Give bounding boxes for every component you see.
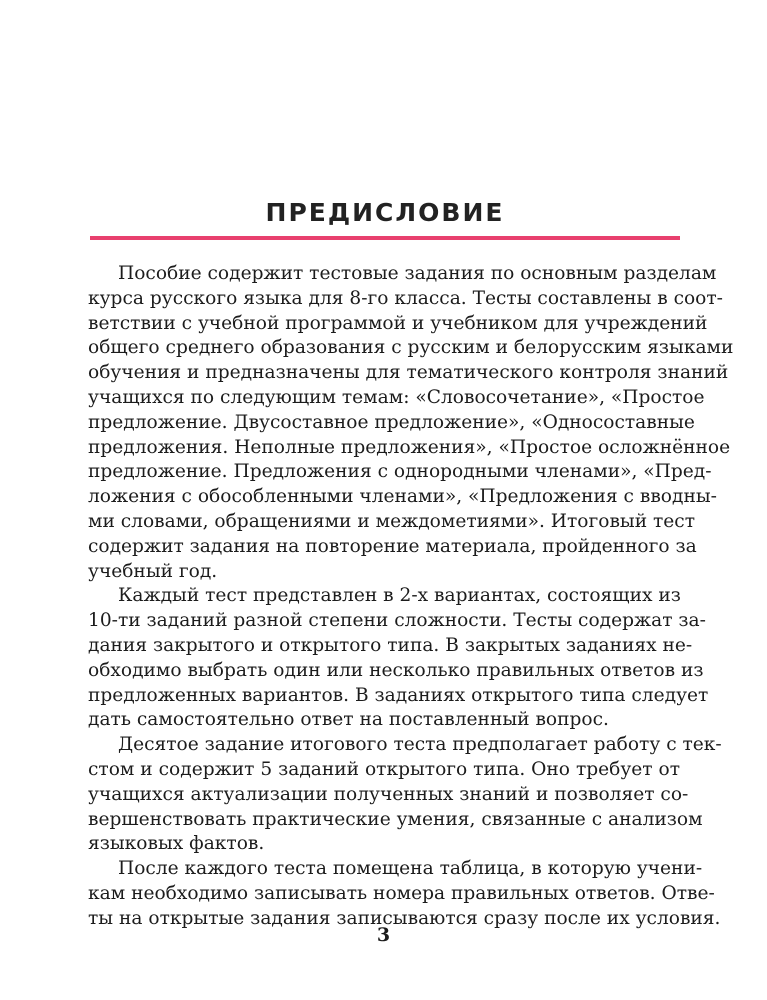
text-line: ми словами, обращениями и междометиями». Итоговый тест (88, 510, 696, 532)
paragraph (88, 857, 721, 931)
text-line: Пособие содержит тестовые задания по основным разделам (118, 263, 717, 284)
paragraph (88, 733, 722, 857)
text-line: предложенных вариантов. В заданиях открытого типа следует (88, 684, 709, 706)
text-line: 10-ти заданий разной степени сложности. Тесты содержат за- (88, 610, 706, 632)
preface-body (88, 262, 734, 932)
page-title: ПРЕДИСЛОВИЕ (265, 198, 505, 227)
text-line: кам необходимо записывать номера правильных ответов. Отве- (88, 882, 715, 904)
text-line: обучения и предназначены для тематического контроля знаний (88, 362, 729, 384)
text-line: учебный год. (88, 560, 218, 582)
text-line: предложения. Неполные предложения», «Простое осложнённое (88, 436, 731, 458)
paragraph (88, 584, 709, 733)
text-line: ветствии с учебной программой и учебником для учреждений (88, 312, 708, 334)
text-line: стом и содержит 5 заданий открытого типа. Оно требует от (88, 758, 680, 780)
text-line: ложения с обособленными членами», «Предложения с вводны- (88, 486, 717, 508)
text-line: Каждый тест представлен в 2-х вариантах, состоящих из (118, 585, 681, 607)
text-line: содержит задания на повторение материала, пройденного за (88, 535, 697, 557)
text-line: курса русского языка для 8-го класса. Тесты составлены в соот- (88, 287, 723, 309)
text-line: учащихся по следующим темам: «Словосочетание», «Простое (88, 386, 705, 408)
text-line: вершенствовать практические умения, связанные с анализом (88, 808, 703, 830)
title-underline (90, 236, 680, 240)
text-line: дания закрытого и открытого типа. В закрытых заданиях не- (88, 634, 693, 656)
text-line: Десятое задание итогового теста предполагает работу с тек- (118, 734, 722, 756)
text-line: дать самостоятельно ответ на поставленный вопрос. (88, 709, 609, 731)
page-number: 3 (376, 924, 391, 946)
text-line: языковых фактов. (88, 833, 265, 855)
paragraph (88, 262, 734, 584)
text-line: После каждого теста помещена таблица, в которую учени- (118, 858, 703, 880)
text-line: предложение. Двусоставное предложение», «Односоставные (88, 411, 695, 433)
text-line: ты на открытые задания записываются сразу после их условия. (88, 907, 721, 929)
text-line: учащихся актуализации полученных знаний и позволяет со- (88, 783, 689, 805)
text-line: предложение. Предложения с однородными членами», «Пред- (88, 461, 712, 483)
text-line: общего среднего образования с русским и белорусским языками (88, 337, 734, 359)
text-line: обходимо выбрать один или несколько правильных ответов из (88, 659, 704, 681)
